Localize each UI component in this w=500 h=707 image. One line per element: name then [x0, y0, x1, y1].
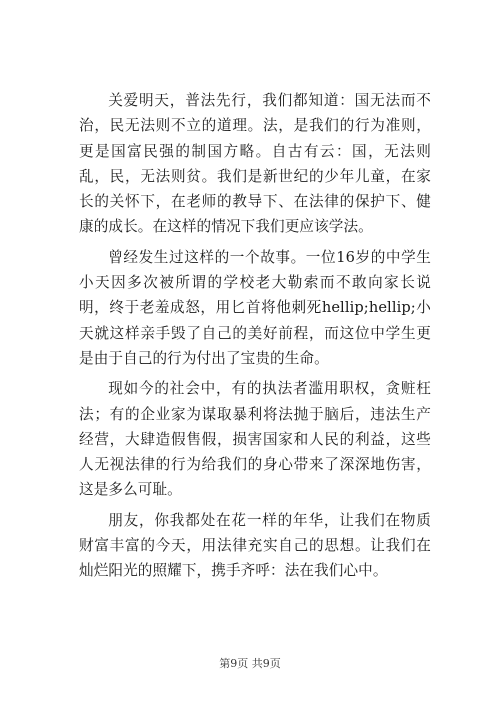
paragraph-3: 现如今的社会中，有的执法者滥用职权，贪赃枉法；有的企业家为谋取暴利将法抛于脑后，违法生产经营，大肆造假售假，损害国家和人民的利益，这些人无视法律的行为给我们的身心带来了深深地伤害，这是多么可耻。: [79, 380, 431, 499]
paragraph-2: 曾经发生过这样的一个故事。一位16岁的中学生小天因多次被所谓的学校老大勒索而不敢向家长说明，终于老羞成怒，用匕首将他刺死hellip;hellip;小天就这样亲手毁了自己的美好前程，而这位中学生更是由于自己的行为付出了宝贵的生命。: [79, 248, 431, 367]
page-number-footer: 第9页 共9页: [219, 657, 281, 670]
paragraph-4: 朋友，你我都处在花一样的年华，让我们在物质财富丰富的今天，用法律充实自己的思想。让我们在灿烂阳光的照耀下，携手齐呼：法在我们心中。: [79, 511, 431, 580]
paragraph-1: 关爱明天，普法先行，我们都知道：国无法而不治，民无法则不立的道理。法，是我们的行为准则，更是国富民强的制国方略。自古有云：国，无法则乱，民，无法则贫。我们是新世纪的少年儿童，在家长的关怀下，在老师的教导下、在法律的保护下、健康的成长。在这样的情况下我们更应该学法。: [79, 92, 431, 236]
document-body: [79, 88, 431, 584]
